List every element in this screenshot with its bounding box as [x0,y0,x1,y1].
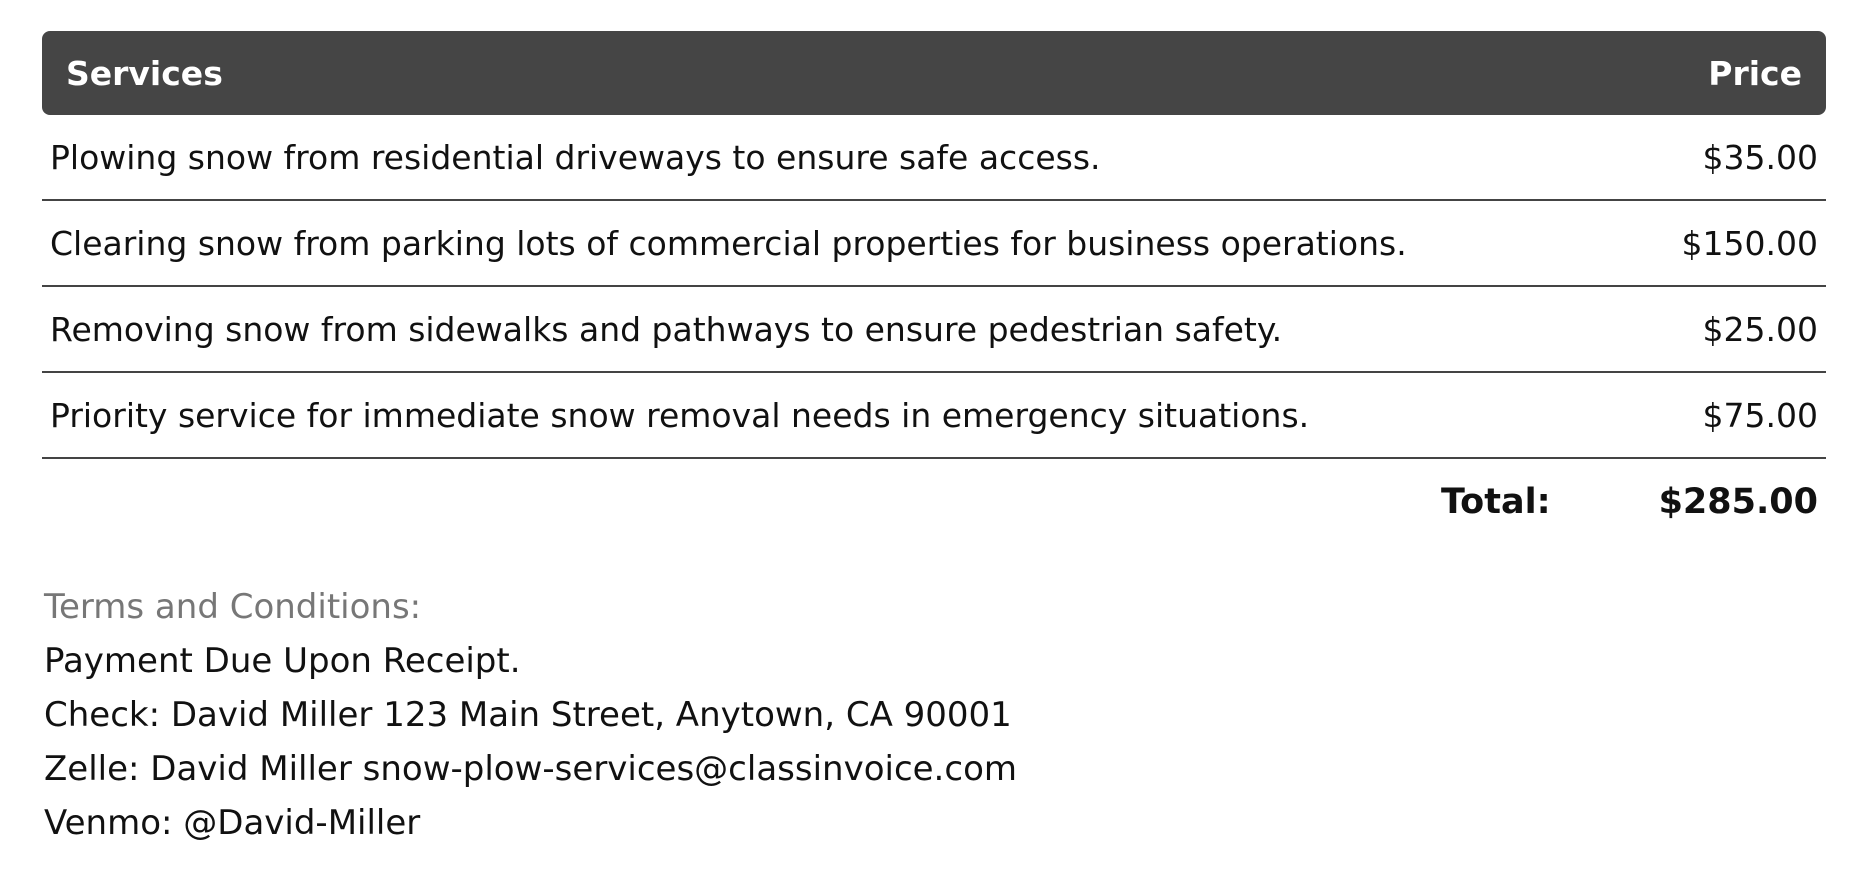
table-row [42,373,1826,459]
terms-section [44,580,1017,850]
service-price: $25.00 [1702,309,1818,349]
terms-line-check: Check: David Miller 123 Main Street, Anytown, CA 90001 [44,695,1012,735]
terms-title: Terms and Conditions: [44,587,422,627]
header-price: Price [1708,53,1802,93]
terms-line-venmo: Venmo: @David-Miller [44,803,421,843]
table-row [42,287,1826,373]
service-description: Clearing snow from parking lots of commercial properties for business operations. [50,223,1407,263]
service-price: $35.00 [1702,137,1818,177]
table-row [42,115,1826,201]
header-services: Services [66,53,223,93]
service-description: Priority service for immediate snow removal needs in emergency situations. [50,395,1310,435]
terms-line-payment: Payment Due Upon Receipt. [44,641,521,681]
table-header [42,31,1826,115]
total-label: Total: [1440,482,1551,522]
service-price: $150.00 [1681,223,1818,263]
invoice-services-table [42,31,1826,545]
service-description: Plowing snow from residential driveways to ensure safe access. [50,137,1101,177]
terms-line-zelle: Zelle: David Miller snow-plow-services@classinvoice.com [44,749,1017,789]
service-price: $75.00 [1702,395,1818,435]
total-value: $285.00 [1658,482,1818,522]
service-rows [42,115,1826,459]
service-description: Removing snow from sidewalks and pathways to ensure pedestrian safety. [50,309,1283,349]
table-row [42,201,1826,287]
total-row [42,459,1826,545]
